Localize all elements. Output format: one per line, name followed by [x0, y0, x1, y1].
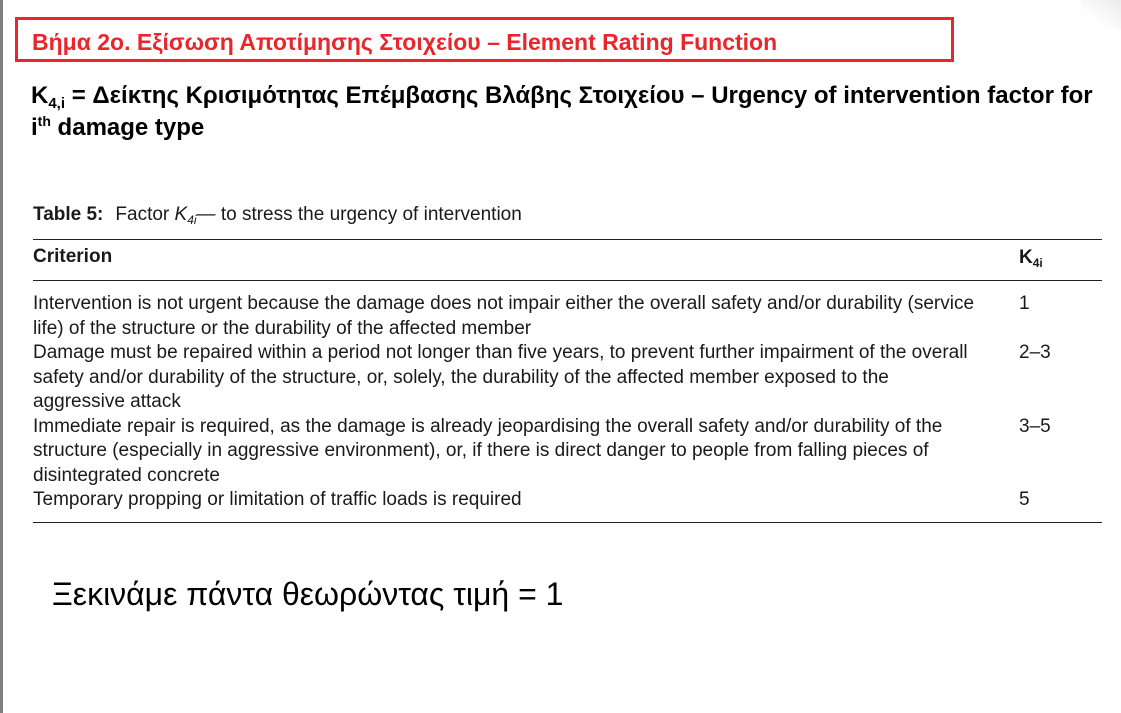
row-criterion: Temporary propping or limitation of traffic loads is required — [33, 489, 522, 510]
slide-left-border — [0, 0, 3, 713]
table-body — [33, 281, 1102, 522]
column-header-criterion: Criterion — [33, 246, 113, 267]
table-row — [33, 415, 1102, 489]
table-caption-label: Table 5: — [33, 204, 104, 225]
corner-shade — [1081, 0, 1121, 30]
row-k-value: 1 — [1019, 293, 1030, 314]
table-caption — [33, 204, 1102, 234]
note-text: Ξεκινάμε πάντα θεωρώντας τιμή = 1 — [52, 576, 564, 612]
table-caption-pre: Factor — [115, 204, 175, 225]
row-criterion: Intervention is not urgent because the damage does not impair either the overall safety and/or durability (service life) of the structure or the durability of the affected member — [33, 293, 975, 339]
heading-text-end: damage type — [50, 114, 205, 141]
table-bottom-rule — [33, 522, 1102, 523]
slide-title-box — [15, 17, 954, 62]
table-header-row — [33, 240, 1102, 280]
column-header-k: $K_{4i}$ — [1019, 247, 1043, 270]
heading-text: = Δείκτης Κρισιμότητας Επέμβασης Βλάβης Στοιχείου – Urgency of intervention factor for i — [31, 82, 1093, 141]
row-k-value: 2–3 — [1019, 342, 1051, 363]
row-criterion: Immediate repair is required, as the damage is already jeopardising the overall safety and/or durability of the structure (especially in aggressive environment), or, if there is direct danger to people from falling pieces of disintegrated concrete — [33, 415, 943, 486]
table-caption-post: — to stress the urgency of intervention — [196, 204, 522, 225]
slide-title: Βήμα 2ο. Εξίσωση Αποτίμησης Στοιχείου – Element Rating Function — [32, 29, 778, 55]
table-row — [33, 341, 1102, 415]
table-row — [33, 488, 1102, 513]
table-figure — [33, 204, 1102, 523]
table-row — [33, 292, 1102, 341]
heading-symbol: K — [31, 82, 49, 109]
factor-heading — [31, 80, 1106, 144]
heading-symbol-subscript: 4,i — [48, 95, 66, 112]
row-criterion: Damage must be repaired within a period not longer than five years, to prevent further impairment of the overall safety and/or durability of the structure, or, solely, the durability of the affected member exposed to the aggressive attack — [33, 342, 968, 412]
table-caption-symbol: $K_{4i}$ — [174, 204, 197, 227]
row-k-value: 3–5 — [1019, 415, 1051, 437]
heading-ordinal: th — [37, 113, 51, 129]
row-k-value: 5 — [1019, 489, 1030, 510]
